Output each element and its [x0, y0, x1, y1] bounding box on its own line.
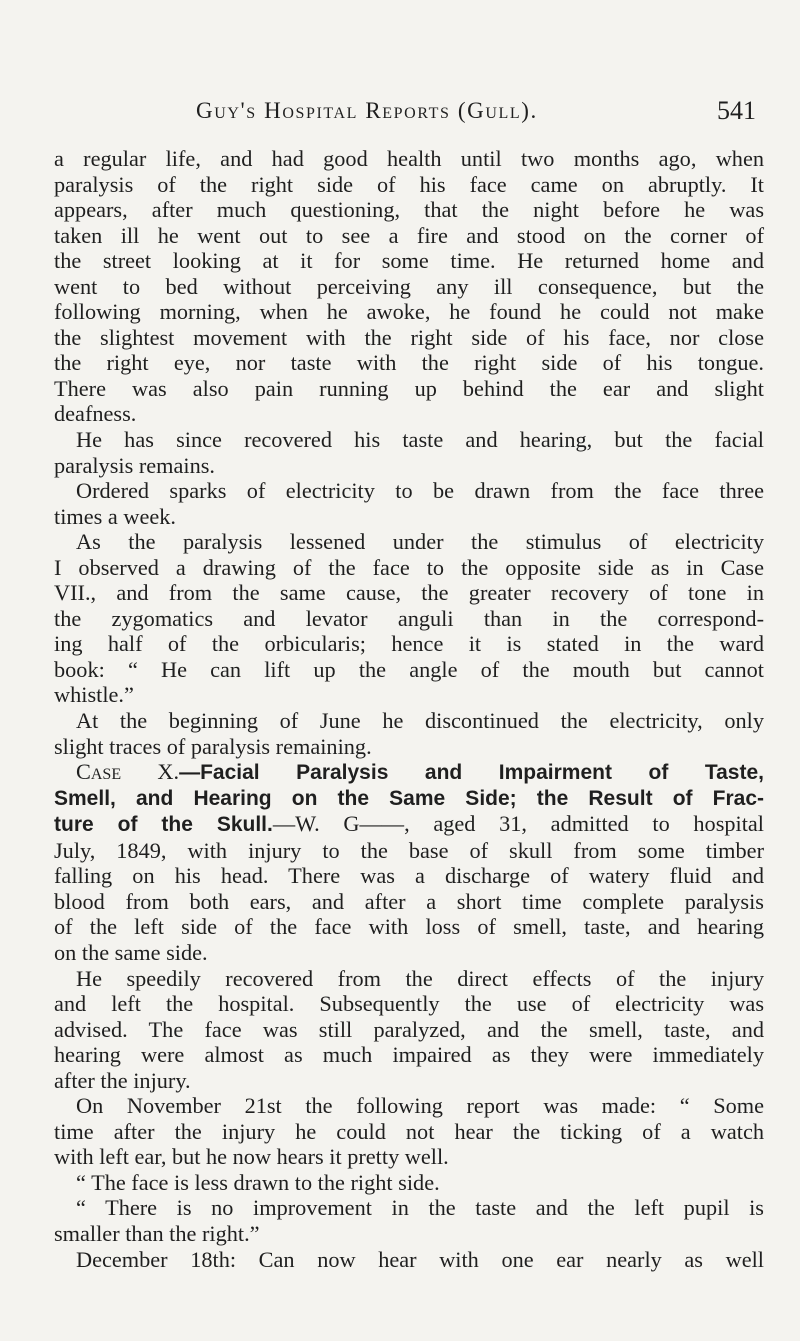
- text-line: He has since recovered his taste and hearing, but the facial: [76, 427, 764, 453]
- page-header: [54, 98, 756, 132]
- text-line: following morning, when he awoke, he found he could not make: [54, 299, 764, 325]
- text-line: with left ear, but he now hears it pretty well.: [54, 1144, 449, 1170]
- text-line: after the injury.: [54, 1067, 191, 1093]
- text-line: on the same side.: [54, 939, 208, 965]
- text-line: July, 1849, with injury to the base of skull from some timber: [54, 837, 764, 863]
- case-title: ture of the Skull.: [54, 813, 273, 837]
- text-line: appears, after much questioning, that the night before he was: [54, 197, 764, 223]
- text-line: VII., and from the same cause, the greater recovery of tone in: [54, 580, 764, 606]
- text-line: advised. The face was still paralyzed, and the smell, taste, and: [54, 1016, 764, 1042]
- text-line: the slightest movement with the right side of his face, nor close: [54, 324, 764, 350]
- case-heading-line: [54, 759, 764, 786]
- case-heading-line: [54, 811, 764, 838]
- case-title: —Facial Paralysis and Impairment of Taste,: [179, 761, 764, 785]
- text-line: There was also pain running up behind the ear and slight: [54, 375, 764, 401]
- text-line: went to bed without perceiving any ill consequence, but the: [54, 273, 764, 299]
- text-line: He speedily recovered from the direct effects of the injury: [76, 965, 764, 991]
- text-line: Ordered sparks of electricity to be drawn from the face three: [76, 478, 764, 504]
- text-line: On November 21st the following report was made: “ Some: [76, 1093, 764, 1119]
- text-line: paralysis remains.: [54, 452, 215, 478]
- text-line: At the beginning of June he discontinued the electricity, only: [76, 708, 764, 734]
- page-number: 541: [717, 96, 756, 125]
- text-line: falling on his head. There was a discharge of watery fluid and: [54, 863, 764, 889]
- body-text: [54, 146, 764, 1272]
- text-line: ing half of the orbicularis; hence it is stated in the ward: [54, 631, 764, 657]
- text-line: “ There is no improvement in the taste and the left pupil is: [76, 1195, 764, 1221]
- text-line: As the paralysis lessened under the stimulus of electricity: [76, 529, 764, 555]
- text-fragment: —W. G——, aged 31, admitted to hospital: [272, 811, 764, 837]
- text-line: of the left side of the face with loss of smell, taste, and hearing: [54, 914, 764, 940]
- text-line: December 18th: Can now hear with one ear nearly as well: [76, 1246, 764, 1272]
- text-line: slight traces of paralysis remaining.: [54, 733, 372, 759]
- text-line: the right eye, nor taste with the right side of his tongue.: [54, 350, 764, 376]
- text-line: time after the injury he could not hear the ticking of a watch: [54, 1118, 764, 1144]
- text-line: blood from both ears, and after a short time complete paralysis: [54, 888, 764, 914]
- text-line: the zygomatics and levator anguli than in the correspond-: [54, 605, 764, 631]
- text-line: hearing were almost as much impaired as they were immediately: [54, 1042, 764, 1068]
- case-label: Case X.: [76, 759, 180, 785]
- text-line: smaller than the right.”: [54, 1220, 260, 1246]
- text-line: whistle.”: [54, 682, 134, 708]
- text-line: I observed a drawing of the face to the opposite side as in Case: [54, 554, 764, 580]
- text-line: “ The face is less drawn to the right side.: [76, 1169, 440, 1195]
- text-line: book: “ He can lift up the angle of the mouth but cannot: [54, 656, 764, 682]
- case-title-line: Smell, and Hearing on the Same Side; the Result of Frac-: [54, 786, 764, 810]
- text-line: the street looking at it for some time. He returned home and: [54, 248, 764, 274]
- running-head: Guy's Hospital Reports (Gull).: [196, 98, 538, 123]
- text-line: deafness.: [54, 401, 137, 427]
- text-line: a regular life, and had good health until two months ago, when: [54, 146, 764, 171]
- text-line: paralysis of the right side of his face came on abruptly. It: [54, 171, 764, 197]
- text-line: times a week.: [54, 503, 176, 529]
- text-line: and left the hospital. Subsequently the use of electricity was: [54, 991, 764, 1017]
- text-line: taken ill he went out to see a fire and stood on the corner of: [54, 222, 764, 248]
